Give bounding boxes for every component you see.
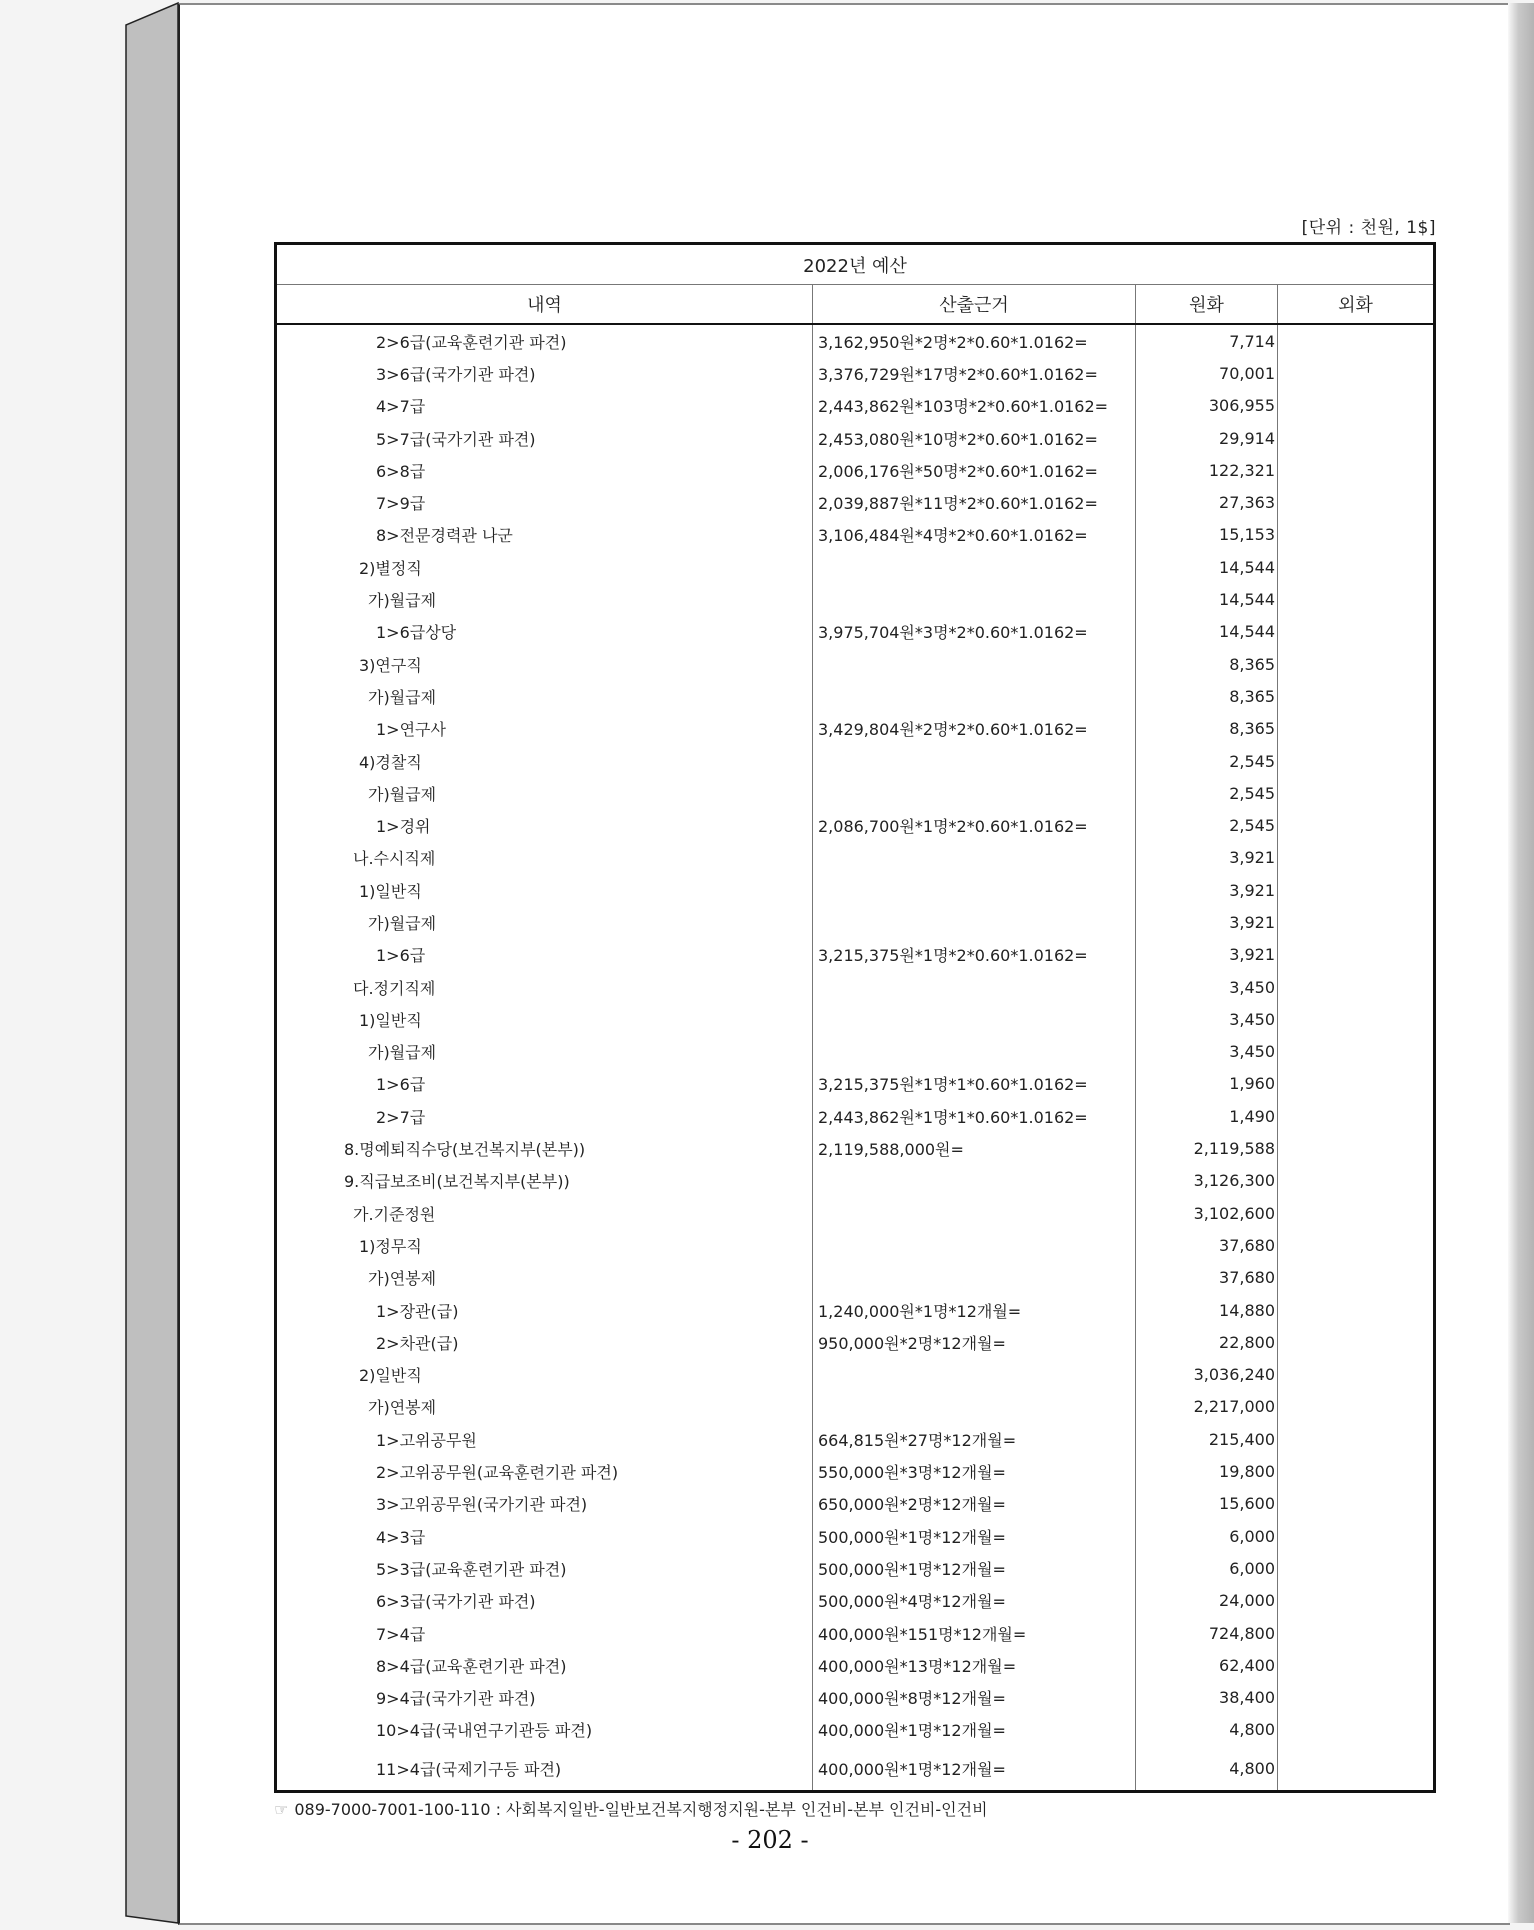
- cell-fx: [1278, 583, 1433, 615]
- table-row: [277, 1036, 1433, 1068]
- cell-item: 1>6급: [277, 1068, 813, 1100]
- cell-item: 3>6급(국가기관 파견): [277, 357, 813, 389]
- table-row: [277, 680, 1433, 712]
- cell-basis: 2,453,080원*10명*2*0.60*1.0162=: [813, 422, 1136, 454]
- table-row: [277, 906, 1433, 938]
- cell-fx: [1278, 1617, 1433, 1649]
- cell-krw: 306,955: [1136, 390, 1278, 422]
- cell-basis: [813, 1003, 1136, 1035]
- page-number-wrap: [0, 1826, 1534, 1854]
- cell-basis: 1,240,000원*1명*12개월=: [813, 1294, 1136, 1326]
- table-row: [277, 1617, 1433, 1649]
- cell-item: 4)경찰직: [277, 745, 813, 777]
- cell-fx: [1278, 1714, 1433, 1746]
- cell-item: 1)일반직: [277, 1003, 813, 1035]
- cell-item: 1>장관(급): [277, 1294, 813, 1326]
- table-row: [277, 809, 1433, 841]
- table-row: [277, 1294, 1433, 1326]
- table-row: [277, 1229, 1433, 1261]
- cell-krw: 4,800: [1136, 1746, 1278, 1790]
- table-row: [277, 1003, 1433, 1035]
- page-right-edge-shadow: [1508, 3, 1534, 1923]
- cell-krw: 2,545: [1136, 777, 1278, 809]
- cell-krw: 14,544: [1136, 551, 1278, 583]
- table-row: [277, 777, 1433, 809]
- cell-fx: [1278, 809, 1433, 841]
- cell-item: 가)월급제: [277, 583, 813, 615]
- cell-krw: 3,450: [1136, 1003, 1278, 1035]
- header-basis: 산출근거: [813, 285, 1136, 323]
- table-row: [277, 939, 1433, 971]
- cell-krw: 3,921: [1136, 842, 1278, 874]
- table-row: [277, 551, 1433, 583]
- cell-krw: 2,545: [1136, 809, 1278, 841]
- cell-basis: 400,000원*1명*12개월=: [813, 1714, 1136, 1746]
- cell-fx: [1278, 874, 1433, 906]
- cell-basis: [813, 551, 1136, 583]
- cell-basis: [813, 1391, 1136, 1423]
- cell-item: 6>3급(국가기관 파견): [277, 1585, 813, 1617]
- cell-fx: [1278, 454, 1433, 486]
- cell-item: 1>6급상당: [277, 616, 813, 648]
- cell-fx: [1278, 680, 1433, 712]
- cell-item: 2>6급(교육훈련기관 파견): [277, 325, 813, 357]
- cell-basis: 500,000원*1명*12개월=: [813, 1552, 1136, 1584]
- cell-basis: 2,119,588,000원=: [813, 1132, 1136, 1164]
- cell-basis: [813, 1165, 1136, 1197]
- cell-fx: [1278, 1165, 1433, 1197]
- cell-basis: [813, 777, 1136, 809]
- table-row: [277, 1132, 1433, 1164]
- cell-basis: 500,000원*4명*12개월=: [813, 1585, 1136, 1617]
- cell-item: 가)연봉제: [277, 1262, 813, 1294]
- table-row: [277, 1391, 1433, 1423]
- table-row: [277, 971, 1433, 1003]
- table-row: [277, 1552, 1433, 1584]
- cell-krw: 1,960: [1136, 1068, 1278, 1100]
- cell-item: 1>6급: [277, 939, 813, 971]
- cell-krw: 37,680: [1136, 1229, 1278, 1261]
- cell-basis: [813, 1229, 1136, 1261]
- table-row: [277, 1423, 1433, 1455]
- cell-fx: [1278, 777, 1433, 809]
- cell-item: 1>연구사: [277, 713, 813, 745]
- cell-basis: 2,006,176원*50명*2*0.60*1.0162=: [813, 454, 1136, 486]
- cell-item: 2)일반직: [277, 1359, 813, 1391]
- cell-basis: 650,000원*2명*12개월=: [813, 1488, 1136, 1520]
- cell-basis: 3,162,950원*2명*2*0.60*1.0162=: [813, 325, 1136, 357]
- cell-item: 2>고위공무원(교육훈련기관 파견): [277, 1455, 813, 1487]
- cell-basis: 400,000원*151명*12개월=: [813, 1617, 1136, 1649]
- cell-fx: [1278, 1585, 1433, 1617]
- cell-fx: [1278, 1552, 1433, 1584]
- cell-fx: [1278, 971, 1433, 1003]
- cell-basis: 950,000원*2명*12개월=: [813, 1326, 1136, 1358]
- table-row: [277, 1068, 1433, 1100]
- header-fx: 외화: [1338, 295, 1373, 316]
- cell-fx: [1278, 906, 1433, 938]
- table-row: [277, 1746, 1433, 1790]
- cell-krw: 215,400: [1136, 1423, 1278, 1455]
- cell-basis: [813, 583, 1136, 615]
- header-item: 내역: [277, 285, 813, 323]
- cell-fx: [1278, 1359, 1433, 1391]
- cell-krw: 37,680: [1136, 1262, 1278, 1294]
- cell-fx: [1278, 1423, 1433, 1455]
- cell-fx: [1278, 1455, 1433, 1487]
- table-row: [277, 1326, 1433, 1358]
- cell-fx: [1278, 745, 1433, 777]
- table-row: [277, 648, 1433, 680]
- cell-item: 9.직급보조비(보건복지부(본부)): [277, 1165, 813, 1197]
- cell-item: 다.정기직제: [277, 971, 813, 1003]
- cell-item: 7>9급: [277, 486, 813, 518]
- cell-basis: 2,443,862원*103명*2*0.60*1.0162=: [813, 390, 1136, 422]
- cell-basis: 2,086,700원*1명*2*0.60*1.0162=: [813, 809, 1136, 841]
- cell-fx: [1278, 842, 1433, 874]
- cell-krw: 6,000: [1136, 1520, 1278, 1552]
- table-row: [277, 486, 1433, 518]
- cell-fx: [1278, 648, 1433, 680]
- table-row: [277, 1488, 1433, 1520]
- cell-fx: [1278, 939, 1433, 971]
- cell-krw: 38,400: [1136, 1681, 1278, 1713]
- cell-item: 가.기준정원: [277, 1197, 813, 1229]
- cell-fx: [1278, 1100, 1433, 1132]
- page-number: - 202 -: [731, 1826, 809, 1854]
- account-code-text: 089-7000-7001-100-110 : 사회복지일반-일반보건복지행정지원-본부 인건비-본부 인건비-인건비: [294, 1800, 988, 1819]
- cell-krw: 8,365: [1136, 648, 1278, 680]
- cell-basis: [813, 680, 1136, 712]
- cell-krw: 22,800: [1136, 1326, 1278, 1358]
- cell-fx: [1278, 1488, 1433, 1520]
- cell-basis: 3,429,804원*2명*2*0.60*1.0162=: [813, 713, 1136, 745]
- cell-fx: [1278, 325, 1433, 357]
- table-row: [277, 390, 1433, 422]
- cell-item: 7>4급: [277, 1617, 813, 1649]
- table-row: [277, 422, 1433, 454]
- table-row: [277, 1197, 1433, 1229]
- cell-krw: 14,544: [1136, 616, 1278, 648]
- cell-item: 8>4급(교육훈련기관 파견): [277, 1649, 813, 1681]
- cell-item: 3)연구직: [277, 648, 813, 680]
- table-row: [277, 616, 1433, 648]
- cell-krw: 29,914: [1136, 422, 1278, 454]
- cell-krw: 15,600: [1136, 1488, 1278, 1520]
- cell-krw: 24,000: [1136, 1585, 1278, 1617]
- cell-krw: 27,363: [1136, 486, 1278, 518]
- cell-item: 가)월급제: [277, 777, 813, 809]
- cell-item: 가)월급제: [277, 680, 813, 712]
- cell-basis: 3,376,729원*17명*2*0.60*1.0162=: [813, 357, 1136, 389]
- cell-item: 4>7급: [277, 390, 813, 422]
- cell-basis: 2,039,887원*11명*2*0.60*1.0162=: [813, 486, 1136, 518]
- cell-item: 8>전문경력관 나군: [277, 519, 813, 551]
- cell-basis: 3,215,375원*1명*1*0.60*1.0162=: [813, 1068, 1136, 1100]
- cell-fx: [1278, 486, 1433, 518]
- cell-basis: 3,975,704원*3명*2*0.60*1.0162=: [813, 616, 1136, 648]
- cell-fx: [1278, 1003, 1433, 1035]
- cell-item: 2>차관(급): [277, 1326, 813, 1358]
- table-row: [277, 1585, 1433, 1617]
- table-row: [277, 1100, 1433, 1132]
- cell-krw: 8,365: [1136, 713, 1278, 745]
- cell-krw: 15,153: [1136, 519, 1278, 551]
- table-body: [277, 325, 1433, 1790]
- cell-item: 6>8급: [277, 454, 813, 486]
- table-row: [277, 1714, 1433, 1746]
- cell-krw: 14,544: [1136, 583, 1278, 615]
- cell-krw: 19,800: [1136, 1455, 1278, 1487]
- cell-basis: [813, 874, 1136, 906]
- cell-basis: [813, 906, 1136, 938]
- table-row: [277, 1165, 1433, 1197]
- cell-krw: 122,321: [1136, 454, 1278, 486]
- unit-label: [단위 : 천원, 1$]: [1301, 218, 1436, 238]
- cell-basis: [813, 1359, 1136, 1391]
- cell-item: 2)별정직: [277, 551, 813, 583]
- cell-krw: 4,800: [1136, 1714, 1278, 1746]
- cell-basis: [813, 842, 1136, 874]
- cell-fx: [1278, 357, 1433, 389]
- cell-krw: 3,921: [1136, 906, 1278, 938]
- cell-fx: [1278, 519, 1433, 551]
- cell-fx: [1278, 1746, 1433, 1790]
- cell-item: 4>3급: [277, 1520, 813, 1552]
- cell-krw: 3,450: [1136, 971, 1278, 1003]
- cell-krw: 62,400: [1136, 1649, 1278, 1681]
- cell-item: 나.수시직제: [277, 842, 813, 874]
- cell-item: 10>4급(국내연구기관등 파견): [277, 1714, 813, 1746]
- account-code-footer: [274, 1797, 988, 1820]
- cell-fx: [1278, 1036, 1433, 1068]
- table-row: [277, 1520, 1433, 1552]
- cell-item: 가)월급제: [277, 906, 813, 938]
- cell-item: 1)일반직: [277, 874, 813, 906]
- cell-krw: 2,545: [1136, 745, 1278, 777]
- cell-item: 5>7급(국가기관 파견): [277, 422, 813, 454]
- cell-krw: 3,126,300: [1136, 1165, 1278, 1197]
- cell-item: 가)월급제: [277, 1036, 813, 1068]
- cell-fx: [1278, 1520, 1433, 1552]
- cell-basis: 550,000원*3명*12개월=: [813, 1455, 1136, 1487]
- cell-krw: 1,490: [1136, 1100, 1278, 1132]
- cell-basis: [813, 648, 1136, 680]
- cell-item: 가)연봉제: [277, 1391, 813, 1423]
- cell-krw: 3,921: [1136, 939, 1278, 971]
- cell-item: 11>4급(국제기구등 파견): [277, 1746, 813, 1790]
- cell-krw: 7,714: [1136, 325, 1278, 357]
- cell-item: 8.명예퇴직수당(보건복지부(본부)): [277, 1132, 813, 1164]
- cell-item: 1)정무직: [277, 1229, 813, 1261]
- cell-krw: 70,001: [1136, 357, 1278, 389]
- cell-fx: [1278, 1229, 1433, 1261]
- header-krw: 원화: [1136, 285, 1278, 323]
- cell-fx: [1278, 1197, 1433, 1229]
- cell-basis: 3,106,484원*4명*2*0.60*1.0162=: [813, 519, 1136, 551]
- cell-fx: [1278, 616, 1433, 648]
- table-row: [277, 1262, 1433, 1294]
- table-row: [277, 1649, 1433, 1681]
- cell-fx: [1278, 1681, 1433, 1713]
- table-row: [277, 713, 1433, 745]
- table-row: [277, 1681, 1433, 1713]
- cell-item: 1>고위공무원: [277, 1423, 813, 1455]
- spine-shape: [124, 0, 180, 1926]
- cell-basis: 400,000원*1명*12개월=: [813, 1746, 1136, 1790]
- cell-fx: [1278, 422, 1433, 454]
- cell-krw: 3,921: [1136, 874, 1278, 906]
- table-header-row: [277, 285, 1433, 325]
- cell-basis: 400,000원*13명*12개월=: [813, 1649, 1136, 1681]
- cell-item: 3>고위공무원(국가기관 파견): [277, 1488, 813, 1520]
- table-row: [277, 454, 1433, 486]
- cell-krw: 3,036,240: [1136, 1359, 1278, 1391]
- table-row: [277, 519, 1433, 551]
- cell-fx: [1278, 1132, 1433, 1164]
- cell-fx: [1278, 713, 1433, 745]
- cell-krw: 3,450: [1136, 1036, 1278, 1068]
- table-row: [277, 1455, 1433, 1487]
- budget-table: [274, 242, 1436, 1793]
- cell-basis: [813, 1197, 1136, 1229]
- table-title: 2022년 예산: [277, 245, 1433, 285]
- cell-fx: [1278, 1294, 1433, 1326]
- cell-basis: 500,000원*1명*12개월=: [813, 1520, 1136, 1552]
- cell-krw: 14,880: [1136, 1294, 1278, 1326]
- cell-fx: [1278, 1068, 1433, 1100]
- cell-basis: [813, 745, 1136, 777]
- cell-item: 9>4급(국가기관 파견): [277, 1681, 813, 1713]
- cell-fx: [1278, 390, 1433, 422]
- table-row: [277, 325, 1433, 357]
- cell-krw: 2,119,588: [1136, 1132, 1278, 1164]
- table-row: [277, 842, 1433, 874]
- cell-fx: [1278, 1262, 1433, 1294]
- cell-krw: 6,000: [1136, 1552, 1278, 1584]
- cell-basis: 2,443,862원*1명*1*0.60*1.0162=: [813, 1100, 1136, 1132]
- cell-fx: [1278, 1649, 1433, 1681]
- cell-krw: 3,102,600: [1136, 1197, 1278, 1229]
- pointing-hand-icon: ☞: [274, 1800, 289, 1819]
- cell-fx: [1278, 551, 1433, 583]
- cell-fx: [1278, 1326, 1433, 1358]
- cell-item: 2>7급: [277, 1100, 813, 1132]
- cell-item: 5>3급(교육훈련기관 파견): [277, 1552, 813, 1584]
- table-row: [277, 1359, 1433, 1391]
- cell-basis: [813, 1036, 1136, 1068]
- cell-basis: [813, 1262, 1136, 1294]
- table-row: [277, 745, 1433, 777]
- cell-krw: 724,800: [1136, 1617, 1278, 1649]
- table-row: [277, 874, 1433, 906]
- cell-krw: 8,365: [1136, 680, 1278, 712]
- table-row: [277, 357, 1433, 389]
- cell-basis: 400,000원*8명*12개월=: [813, 1681, 1136, 1713]
- cell-basis: 664,815원*27명*12개월=: [813, 1423, 1136, 1455]
- cell-basis: [813, 971, 1136, 1003]
- cell-basis: 3,215,375원*1명*2*0.60*1.0162=: [813, 939, 1136, 971]
- cell-fx: [1278, 1391, 1433, 1423]
- table-row: [277, 583, 1433, 615]
- book-spine: [124, 0, 180, 1926]
- cell-krw: 2,217,000: [1136, 1391, 1278, 1423]
- cell-item: 1>경위: [277, 809, 813, 841]
